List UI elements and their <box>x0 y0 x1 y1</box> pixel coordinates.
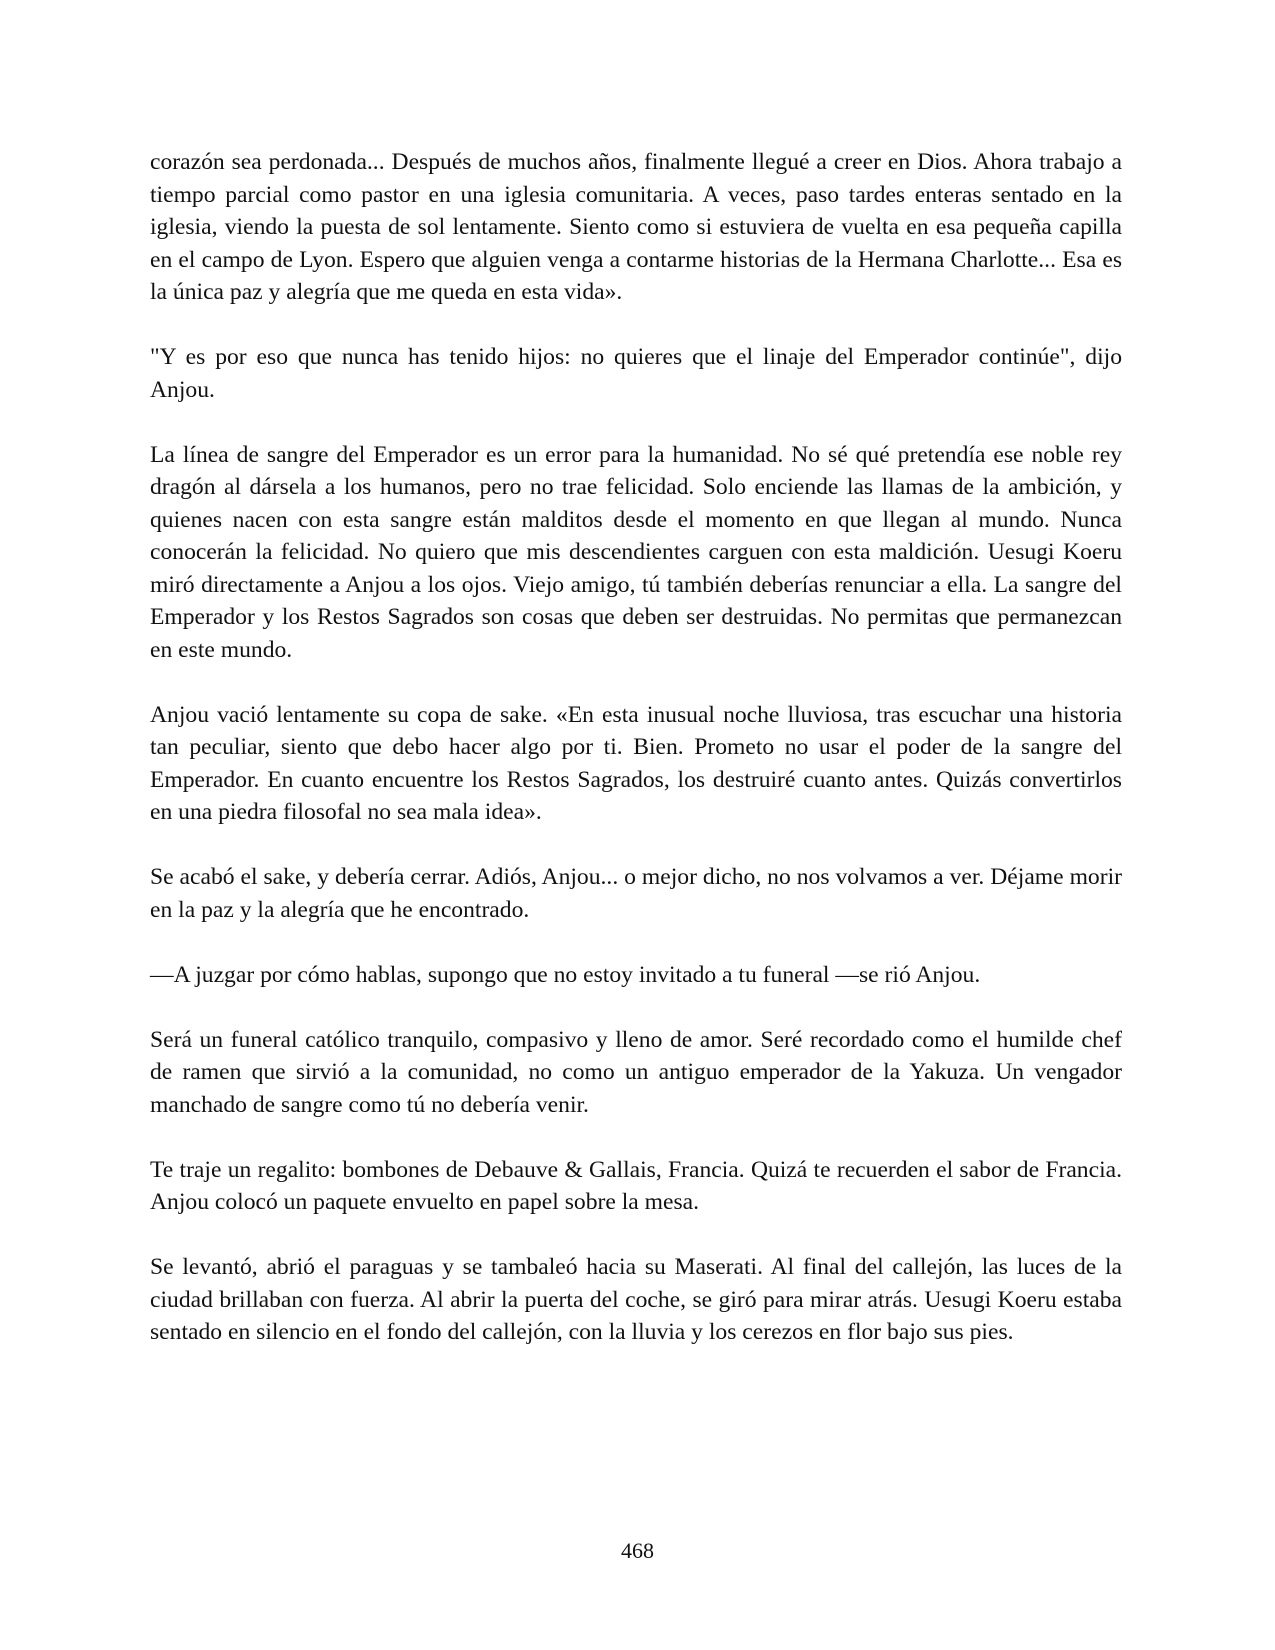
paragraph-4: Anjou vació lentamente su copa de sake. «En esta inusual noche lluviosa, tras escuchar una historia tan peculiar, siento que debo hacer algo por ti. Bien. Prometo no usar el poder de la sangre del Emperador. En cuanto encuentre los Restos Sagrados, los destruiré cuanto antes. Quizás convertirlos en una piedra filosofal no sea mala idea». <box>150 701 1122 825</box>
paragraph-7: Será un funeral católico tranquilo, compasivo y lleno de amor. Seré recordado como el humilde chef de ramen que sirvió a la comunidad, no como un antiguo emperador de la Yakuza. Un vengador manchado de sangre como tú no debería venir. <box>150 1026 1122 1118</box>
page-number: 468 <box>621 1538 654 1563</box>
paragraph-1: corazón sea perdonada... Después de muchos años, finalmente llegué a creer en Dios. Ahora trabajo a tiempo parcial como pastor en una iglesia comunitaria. A veces, paso tardes enteras sentado en la iglesia, viendo la puesta de sol lentamente. Siento como si estuviera de vuelta en esa pequeña capilla en el campo de Lyon. Espero que alguien venga a contarme historias de la Hermana Charlotte... Esa es la única paz y alegría que me queda en esta vida». <box>150 149 1122 305</box>
paragraph-2: "Y es por eso que nunca has tenido hijos: no quieres que el linaje del Emperador continúe", dijo Anjou. <box>150 344 1122 403</box>
paragraph-3: La línea de sangre del Emperador es un error para la humanidad. No sé qué pretendía ese noble rey dragón al dársela a los humanos, pero no trae felicidad. Solo enciende las llamas de la ambición, y quienes nacen con esta sangre están malditos desde el momento en que llegan al mundo. Nunca conocerán la felicidad. No quiero que mis descendientes carguen con esta maldición. Uesugi Koeru miró directamente a Anjou a los ojos. Viejo amigo, tú también deberías renunciar a ella. La sangre del Emperador y los Restos Sagrados son cosas que deben ser destruidas. No permitas que permanezcan en este mundo. <box>150 441 1122 663</box>
paragraph-6: —A juzgar por cómo hablas, supongo que no estoy invitado a tu funeral —se rió Anjou. <box>150 961 981 988</box>
body-text <box>150 146 1122 1349</box>
paragraph-9: Se levantó, abrió el paraguas y se tambaleó hacia su Maserati. Al final del callejón, las luces de la ciudad brillaban con fuerza. Al abrir la puerta del coche, se giró para mirar atrás. Uesugi Koeru estaba sentado en silencio en el fondo del callejón, con la lluvia y los cerezos en flor bajo sus pies. <box>150 1254 1122 1345</box>
paragraph-5: Se acabó el sake, y debería cerrar. Adiós, Anjou... o mejor dicho, no nos volvamos a ver. Déjame morir en la paz y la alegría que he encontrado. <box>150 864 1122 923</box>
paragraph-8: Te traje un regalito: bombones de Debauve & Gallais, Francia. Quizá te recuerden el sabor de Francia. Anjou colocó un paquete envuelto en papel sobre la mesa. <box>150 1156 1122 1215</box>
